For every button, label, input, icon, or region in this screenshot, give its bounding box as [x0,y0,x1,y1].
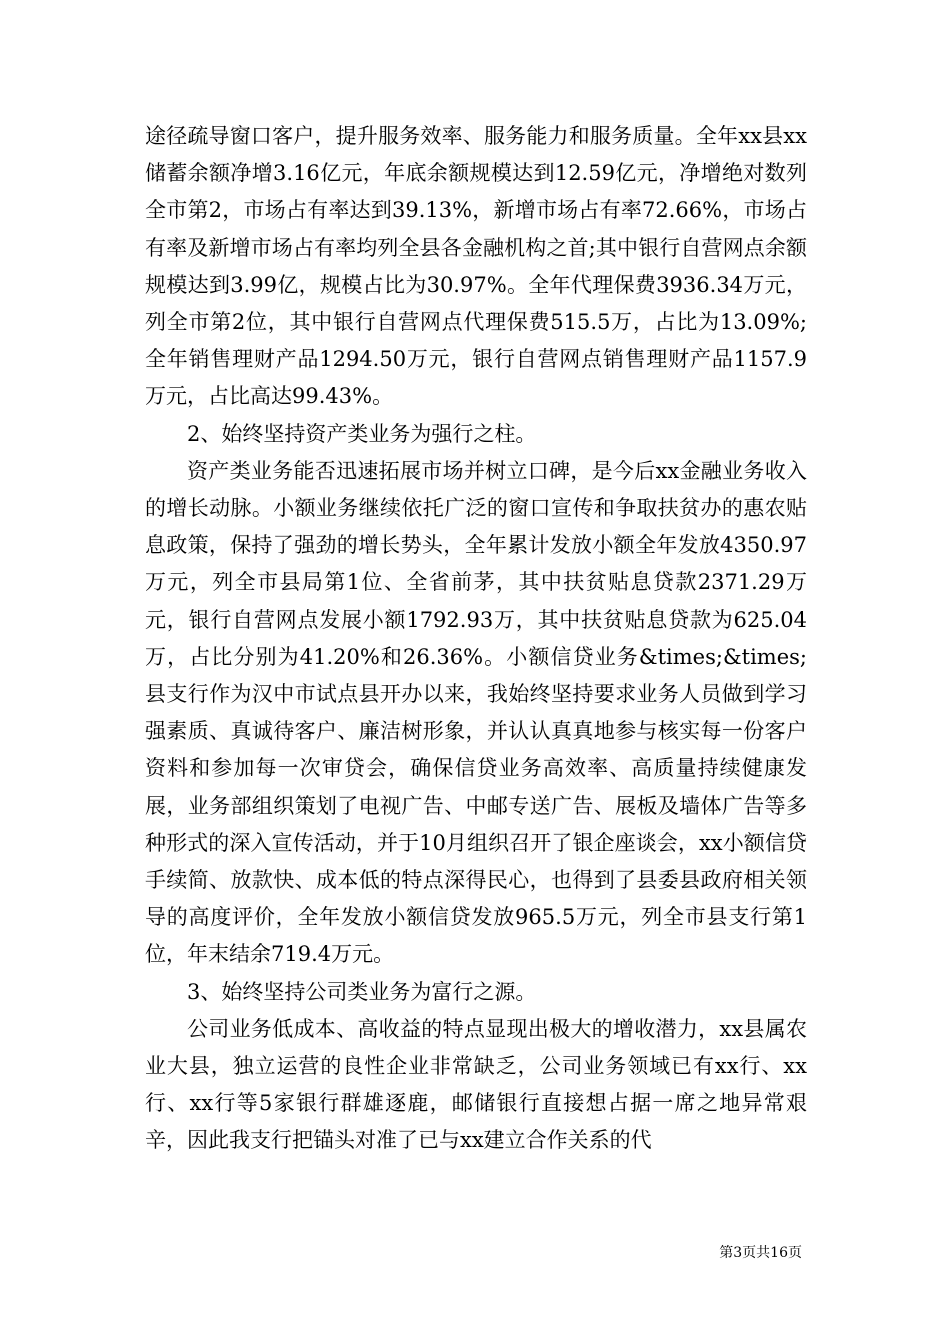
page-number-footer: 第3页共16页 [719,1245,802,1261]
heading-asset-business: 2、始终坚持资产类业务为强行之柱。 [187,421,537,446]
document-body [145,118,807,1160]
paragraph-deposit-summary: 途径疏导窗口客户，提升服务效率、服务能力和服务质量。全年xx县xx储蓄余额净增3.16亿元，年底余额规模达到12.59亿元，净增绝对数列全市第2，市场占有率达到39.13%，新增市场占有率72.66%，市场占有率及新增市场占有率均列全县各金融机构之首;其中银行自营网点余额规模达到3.99亿，规模占比为30.97%。全年代理保费3936.34万元，列全市第2位，其中银行自营网点代理保费515.5万，占比为13.09%;全年销售理财产品1294.50万元，银行自营网点销售理财产品1157.9万元，占比高达99.43%。 [145,124,807,409]
heading-corporate-business: 3、始终坚持公司类业务为富行之源。 [187,979,537,1004]
paragraph-corporate-business: 公司业务低成本、高收益的特点显现出极大的增收潜力，xx县属农业大县，独立运营的良性企业非常缺乏，公司业务领域已有xx行、xx行、xx行等5家银行群雄逐鹿，邮储银行直接想占据一席之地异常艰辛，因此我支行把锚头对准了已与xx建立合作关系的代 [145,1016,807,1153]
paragraph-asset-business: 资产类业务能否迅速拓展市场并树立口碑，是今后xx金融业务收入的增长动脉。小额业务继续依托广泛的窗口宣传和争取扶贫办的惠农贴息政策，保持了强劲的增长势头，全年累计发放小额全年发放4350.97万元，列全市县局第1位、全省前茅，其中扶贫贴息贷款2371.29万元，银行自营网点发展小额1792.93万，其中扶贫贴息贷款为625.04万，占比分别为41.20%和26.36%。小额信贷业务&times;&times;县支行作为汉中市试点县开办以来，我始终坚持要求业务人员做到学习强素质、真诚待客户、廉洁树形象，并认认真真地参与核实每一份客户资料和参加每一次审贷会，确保信贷业务高效率、高质量持续健康发展，业务部组织策划了电视广告、中邮专送广告、展板及墙体广告等多种形式的深入宣传活动，并于10月组织召开了银企座谈会，xx小额信贷手续简、放款快、成本低的特点深得民心，也得到了县委县政府相关领导的高度评价，全年发放小额信贷发放965.5万元，列全市县支行第1位，年末结余719.4万元。 [145,458,807,967]
